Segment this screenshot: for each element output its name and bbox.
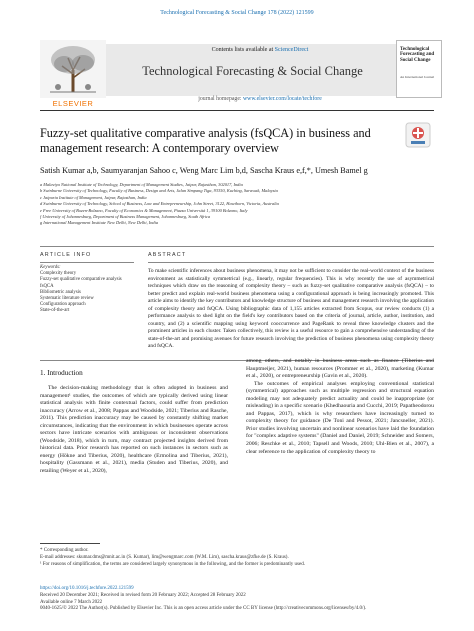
- homepage-link[interactable]: www.elsevier.com/locate/techfore: [242, 96, 322, 102]
- affiliation-f: f University of Johannesburg, Department of Business Management, Johannesburg, South Africa: [40, 214, 211, 220]
- received-dates: Received 20 December 2021; Received in revised form 20 February 2022; Accepted 28 February 2022: [40, 592, 246, 598]
- body-column-right: [246, 358, 434, 456]
- publication-info: [40, 586, 434, 613]
- available-online: Available online 7 March 2022: [40, 599, 103, 605]
- keywords-heading: Keywords:: [40, 265, 61, 270]
- keywords-block: [40, 265, 140, 315]
- author-list: Satish Kumar a,b, Saumyaranjan Sahoo c, Weng Marc Lim b,d, Sascha Kraus e,f,*, Umesh Bamel g: [40, 166, 368, 175]
- license-statement: 0040-1625/© 2022 The Author(s). Published by Elsevier Inc. This is an open access article under the CC BY license (http://creativecommons.org/licenses/by/4.0/).: [40, 606, 367, 612]
- journal-title: Technological Forecasting & Social Change: [142, 64, 363, 78]
- keyword-item: Bibliometric analysis: [40, 289, 81, 295]
- journal-cover-thumbnail[interactable]: [396, 40, 442, 98]
- crossmark-icon[interactable]: [405, 122, 431, 148]
- elsevier-tree-logo: [40, 40, 106, 98]
- paper-title: Fuzzy-set qualitative comparative analysis (fsQCA) in business and management research: A contemporary overview: [40, 126, 371, 155]
- body-column-left: [40, 369, 228, 476]
- keyword-item: Configuration approach: [40, 302, 86, 308]
- abstract-divider: [148, 262, 434, 263]
- body-paragraph: The decision-making methodology that is often adopted in business and management¹ studies, the outcomes of which are typically derived using linear statistical analysis with finite contextual factors, could suffer from prediction inaccuracy (Arrow et al., 2008; Pappas and Woodside, 2021; Tiberius and Rasche, 2011). This prediction inaccuracy may be caused by constantly shifting market circumstances, indicating that the environment in which businesses operate across sectors have intricate scenarios with ambiguous or inconsistent observations (Woodside, 2018), which in turn, may contract projected insights derived from historical data. Prior research has reported on such instances in sectors such as energy (Hökne and Tiberius, 2020), healthcare (Ermolina and Tiberius, 2021), hospitality (Gassmann et al., 2021), media (Studen and Tiberius, 2020), and retailing (Weyer et al., 2020),: [40, 385, 228, 475]
- corresponding-author-note: * Corresponding author.: [40, 548, 89, 553]
- article-info-divider: [40, 262, 134, 263]
- affiliation-e: e Free University of Bozen-Bolzano, Faculty of Economics & Management, Piazza Università 1, 39100 Bolzano, Italy: [40, 207, 248, 213]
- footnotes: [40, 548, 434, 568]
- sciencedirect-link[interactable]: ScienceDirect: [274, 47, 309, 53]
- body-paragraph: The outcomes of empirical analyses employing conventional statistical (symmetrical) approaches such as multiple regression and structural equation modeling may not adequately predict actuality and could be inappropriate (or misleading) in a specific scenario (Khedhaouria and Cucchi, 2019; Papatheodorou and Pappas, 2017), which is why researchers have increasingly turned to complexity theory for guidance (De Toni and Pessot, 2021; Jancsneller, 2021). Prior studies involving uncertain and nonlinear scenarios have laid the foundation for "complex adaptive systems" (Daniel and Daniel, 2019; Schneider and Somers, 2006; Reschke et al., 2010; Tapsell and Woods, 2010; Uhl-Bien et al., 2007), a clear reference to the application of complexity theory to: [246, 380, 434, 455]
- footnote-1: ¹ For reasons of simplification, the terms are considered largely synonymous in the following, and the former is predominantly used.: [40, 561, 305, 567]
- keyword-item: Complexity theory: [40, 271, 77, 277]
- homepage-prefix: journal homepage:: [198, 96, 243, 102]
- cover-subtitle: An International Journal: [400, 75, 435, 79]
- cover-title: Technological Forecasting and Social Change: [400, 47, 435, 63]
- article-info-heading: ARTICLE INFO: [40, 252, 92, 258]
- affiliation-g: g International Management Institute New Delhi, New Delhi, India: [40, 220, 159, 226]
- keyword-item: fsQCA: [40, 283, 54, 289]
- keyword-item: Fuzzy-set qualitative comparative analysis: [40, 277, 122, 283]
- affiliation-a: a Malaviya National Institute of Technology, Department of Management Studies, Jaipur, Rajasthan, 302017, India: [40, 182, 243, 187]
- affiliation-c: c Jaipuria Institute of Management, Jaipur, Rajasthan, India: [40, 194, 147, 200]
- header-divider: [40, 110, 434, 111]
- affiliation-list: [40, 182, 434, 227]
- keyword-item: State-of-the-art: [40, 308, 70, 314]
- email-addresses: E-mail addresses: skumar.dms@mnit.ac.in (S. Kumar), lim@wengmarc.com (W.M. Lim), sascha.kraus@zfke.de (S. Kraus).: [40, 554, 289, 560]
- contents-line: [160, 47, 360, 53]
- contents-prefix: Contents lists available at: [211, 47, 275, 53]
- journal-reference[interactable]: Technological Forecasting & Social Change 178 (2022) 121599: [160, 10, 314, 16]
- affiliation-d: d Swinburne University of Technology, School of Business, Law and Entrepreneurship, John Street, 3122, Hawthorn, Victoria, Australia: [40, 201, 279, 207]
- affiliation-divider: [40, 246, 434, 247]
- section-title-introduction: 1. Introduction: [40, 369, 83, 377]
- body-paragraph: among others, and notably in business areas such as finance (Tiberius and Hauptmeijer, 2021), human resources (Prommer et al., 2020), marketing (Kumar et al., 2020), or entrepreneurship (Gavin et al., 2020).: [246, 358, 434, 380]
- affiliation-b: b Swinburne University of Technology, Faculty of Business, Design and Arts, Jalan Simpang Tiga, 93350, Kuching, Sarawak, Malaysia: [40, 188, 278, 194]
- homepage-line: [160, 96, 360, 102]
- publisher-name: ELSEVIER: [52, 99, 94, 108]
- doi-link[interactable]: https://doi.org/10.1016/j.techfore.2022.121599: [40, 586, 134, 591]
- keyword-item: Systematic literature review: [40, 296, 94, 302]
- abstract-heading: ABSTRACT: [148, 252, 187, 258]
- abstract-text: To make scientific inferences about business phenomena, it may not be sufficient to consider the real-world context of the business environment as statistically symmetrical (e.g., linearly, regular frequencies). This is why recently the use of asymmetrical techniques which draw on the reasoning of complexity theory – such as fuzzy-set qualitative comparative analysis (fsQCA) – to better predict and explain real-world business phenomena using a configurational approach is being increasingly promoted. This article aims to identify the key contributors and knowledge structure of business and management research involving the application of complexity theory and fsQCA. Using bibliographic data of 1,155 articles extracted from Scopus, our review conducts (1) a performance analysis to shed light on the field's key contributors based on the criteria of journal, article, author, institution, and country, and (2) a scientific mapping using keyword cooccurrence and PageRank to reveal three knowledge clusters and the prominent articles in each cluster. Taken collectively, this review is a useful resource to gain a comprehensive understanding of the state-of-the-art and promising avenues for future research involving the prediction of business phenomena using complexity theory and fsQCA.: [148, 268, 434, 350]
- footnote-divider: [40, 543, 100, 544]
